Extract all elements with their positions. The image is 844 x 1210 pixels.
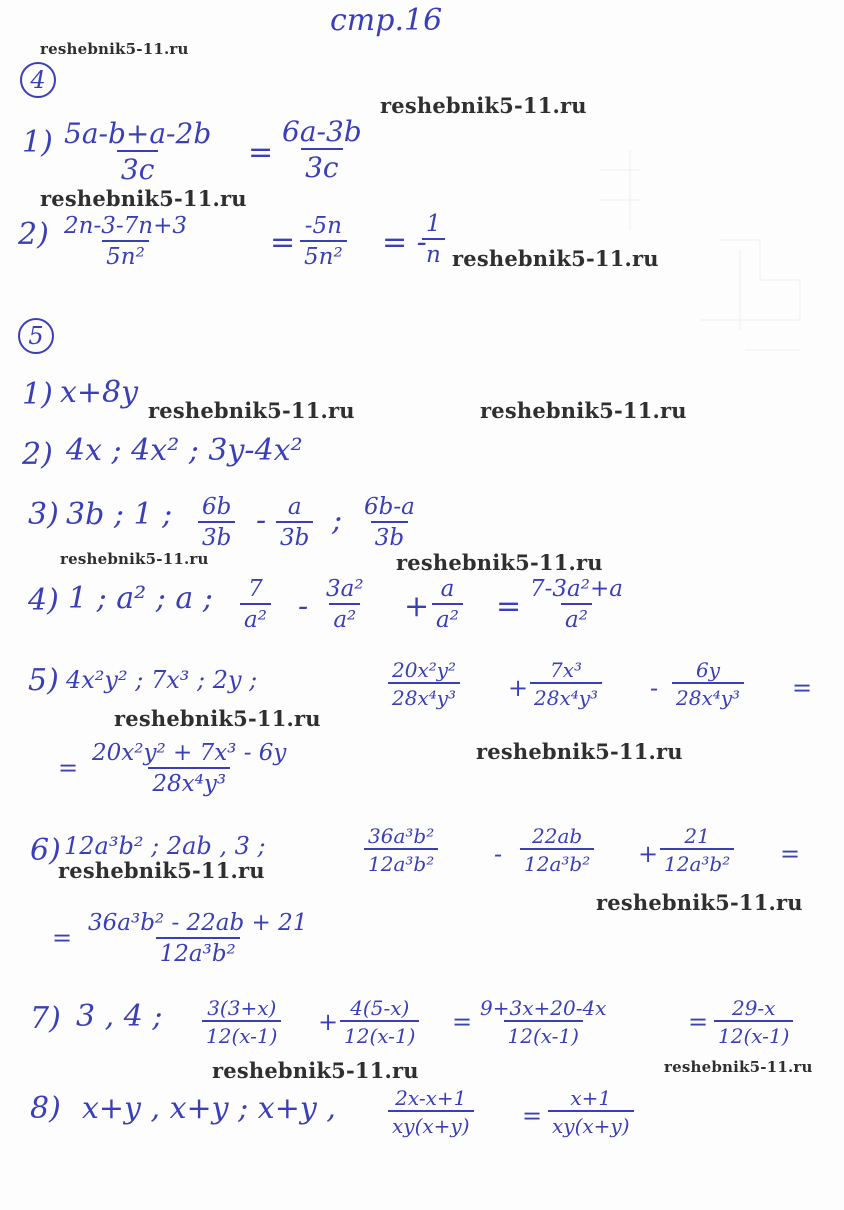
fraction-numerator: 36a³b² bbox=[368, 824, 435, 848]
fraction-denominator: 28x⁴y³ bbox=[148, 767, 230, 796]
equals-sign: = bbox=[780, 840, 801, 868]
task5-l7-frac3 bbox=[476, 998, 610, 1046]
fraction-numerator: 7x³ bbox=[550, 658, 583, 682]
task5-l5-text: 4x²y² ; 7x³ ; 2y ; bbox=[66, 666, 258, 694]
fraction-denominator: 5n² bbox=[102, 240, 149, 269]
task5-l2-text: 4x ; 4x² ; 3y-4x² bbox=[66, 433, 303, 468]
fraction-denominator: 12a³b² bbox=[520, 848, 594, 874]
task5-l3-frac1 bbox=[198, 496, 235, 550]
fraction-numerator: 2x-x+1 bbox=[395, 1086, 467, 1110]
task-5-number: 5 bbox=[18, 318, 54, 354]
watermark: reshebnik5-11.ru bbox=[58, 858, 265, 883]
fraction-denominator: 12(x-1) bbox=[202, 1020, 281, 1046]
fraction-numerator: 4(5-x) bbox=[350, 996, 410, 1020]
fraction-numerator: 20x²y² bbox=[392, 658, 457, 682]
minus-sign: - bbox=[256, 503, 267, 538]
task5-l6-frac3 bbox=[660, 826, 734, 874]
task5-l8-label: 8) bbox=[30, 1091, 61, 1126]
fraction-denominator: 28x⁴y³ bbox=[530, 682, 602, 708]
watermark: reshebnik5-11.ru bbox=[60, 550, 209, 568]
task4-item1-result bbox=[278, 115, 366, 184]
task5-l5-result bbox=[88, 742, 290, 796]
task5-l5-frac2 bbox=[530, 660, 602, 708]
task-4-number: 4 bbox=[20, 62, 56, 98]
task5-l4-result bbox=[526, 578, 627, 632]
fraction-denominator: 12a³b² bbox=[156, 937, 240, 966]
task4-item2-fraction bbox=[60, 215, 191, 269]
task5-l4-frac1 bbox=[240, 578, 271, 632]
equals-sign: = bbox=[522, 1102, 543, 1130]
watermark: reshebnik5-11.ru bbox=[480, 398, 687, 423]
fraction-denominator: n bbox=[422, 238, 445, 267]
fraction-numerator: a bbox=[287, 494, 302, 520]
task5-l3-result bbox=[360, 496, 419, 550]
fraction-denominator: 28x⁴y³ bbox=[388, 682, 460, 708]
fraction-numerator: 6a-3b bbox=[282, 115, 362, 148]
task5-l3-text: 3b ; 1 ; bbox=[66, 497, 173, 532]
equals-minus: = - bbox=[382, 225, 427, 260]
fraction-numerator: 7 bbox=[248, 576, 263, 602]
fraction-numerator: 2n-3-7n+3 bbox=[64, 213, 187, 239]
fraction-denominator: 3b bbox=[198, 521, 235, 550]
fraction-denominator: 12(x-1) bbox=[714, 1020, 793, 1046]
plus-sign: + bbox=[508, 674, 529, 702]
watermark: reshebnik5-11.ru bbox=[212, 1058, 419, 1083]
fraction-denominator: a² bbox=[329, 603, 360, 632]
fraction-numerator: 6b-a bbox=[364, 494, 415, 520]
task5-l3-label: 3) bbox=[28, 497, 59, 532]
fraction-denominator: 12(x-1) bbox=[340, 1020, 419, 1046]
watermark: reshebnik5-11.ru bbox=[396, 550, 603, 575]
fraction-denominator: xy(x+y) bbox=[548, 1110, 634, 1136]
plus-sign: + bbox=[404, 589, 430, 624]
task5-l7-frac1 bbox=[202, 998, 281, 1046]
page-label: стр.16 bbox=[330, 3, 443, 38]
task4-item2-middle bbox=[300, 215, 347, 269]
task5-l6-label: 6) bbox=[30, 833, 61, 868]
separator: ; bbox=[332, 503, 343, 538]
task5-l8-text: x+y , x+y ; x+y , bbox=[82, 1091, 336, 1126]
plus-sign: + bbox=[638, 840, 659, 868]
fraction-denominator: 3c bbox=[117, 150, 159, 184]
fraction-numerator: 6b bbox=[202, 494, 232, 520]
fraction-numerator: 20x²y² + 7x³ - 6y bbox=[92, 740, 287, 766]
fraction-numerator: 36a³b² - 22ab + 21 bbox=[88, 910, 308, 936]
task5-l4-frac3 bbox=[432, 578, 463, 632]
fraction-numerator: 7-3a²+a bbox=[530, 576, 623, 602]
fraction-numerator: -5n bbox=[304, 213, 342, 239]
task5-l5-frac1 bbox=[388, 660, 460, 708]
task5-l5-frac3 bbox=[672, 660, 744, 708]
equals-sign: = bbox=[52, 924, 73, 952]
equals-sign: = bbox=[688, 1008, 709, 1036]
task5-l8-result bbox=[548, 1088, 634, 1136]
equals-sign: = bbox=[58, 754, 79, 782]
task5-l7-frac2 bbox=[340, 998, 419, 1046]
plus-sign: + bbox=[318, 1008, 339, 1036]
fraction-denominator: 28x⁴y³ bbox=[672, 682, 744, 708]
task4-item1-label: 1) bbox=[22, 125, 53, 160]
equals-sign: = bbox=[452, 1008, 473, 1036]
task5-l5-label: 5) bbox=[28, 663, 59, 698]
fraction-numerator: 1 bbox=[426, 211, 441, 237]
fraction-denominator: 3b bbox=[371, 521, 408, 550]
fraction-numerator: 22ab bbox=[532, 824, 583, 848]
minus-sign: - bbox=[494, 840, 503, 868]
task4-item1-fraction bbox=[60, 117, 215, 186]
watermark: reshebnik5-11.ru bbox=[40, 40, 189, 58]
task5-l2-label: 2) bbox=[22, 437, 53, 472]
minus-sign: - bbox=[650, 674, 659, 702]
task5-l7-label: 7) bbox=[30, 1001, 61, 1036]
task5-l3-frac2 bbox=[276, 496, 313, 550]
fraction-numerator: 3(3+x) bbox=[207, 996, 277, 1020]
fraction-denominator: 12a³b² bbox=[660, 848, 734, 874]
equals-sign: = bbox=[248, 135, 274, 170]
watermark: reshebnik5-11.ru bbox=[476, 739, 683, 764]
watermark: reshebnik5-11.ru bbox=[380, 93, 587, 118]
task5-l1-label: 1) bbox=[22, 377, 53, 412]
task5-l8-frac1 bbox=[388, 1088, 474, 1136]
task5-l6-text: 12a³b² ; 2ab , 3 ; bbox=[64, 832, 266, 860]
fraction-numerator: 5a-b+a-2b bbox=[64, 117, 212, 150]
task5-l7-result bbox=[714, 998, 793, 1046]
watermark: reshebnik5-11.ru bbox=[114, 706, 321, 731]
watermark: reshebnik5-11.ru bbox=[664, 1058, 813, 1076]
fraction-numerator: 21 bbox=[684, 824, 710, 848]
task5-l6-frac1 bbox=[364, 826, 438, 874]
task5-l4-label: 4) bbox=[28, 583, 59, 618]
task5-l4-frac2 bbox=[322, 578, 368, 632]
task4-item2-label: 2) bbox=[18, 217, 49, 252]
fraction-denominator: a² bbox=[432, 603, 463, 632]
fraction-numerator: 6y bbox=[696, 658, 721, 682]
fraction-denominator: 12a³b² bbox=[364, 848, 438, 874]
fraction-denominator: xy(x+y) bbox=[388, 1110, 474, 1136]
task5-l7-text: 3 , 4 ; bbox=[76, 999, 163, 1034]
watermark: reshebnik5-11.ru bbox=[596, 890, 803, 915]
task4-item2-result bbox=[422, 213, 445, 267]
watermark: reshebnik5-11.ru bbox=[148, 398, 355, 423]
fraction-numerator: 29-x bbox=[731, 996, 776, 1020]
task5-l6-frac2 bbox=[520, 826, 594, 874]
task5-l6-result bbox=[84, 912, 311, 966]
fraction-denominator: 3c bbox=[301, 148, 343, 182]
fraction-denominator: a² bbox=[240, 603, 271, 632]
fraction-numerator: 9+3x+20-4x bbox=[480, 996, 607, 1020]
equals-sign: = bbox=[792, 674, 813, 702]
task5-l1-text: x+8y bbox=[60, 375, 139, 410]
fraction-numerator: a bbox=[440, 576, 455, 602]
watermark: reshebnik5-11.ru bbox=[40, 186, 247, 211]
watermark: reshebnik5-11.ru bbox=[452, 246, 659, 271]
fraction-denominator: 3b bbox=[276, 521, 313, 550]
equals-sign: = bbox=[496, 589, 522, 624]
fraction-numerator: x+1 bbox=[570, 1086, 612, 1110]
task5-l4-text: 1 ; a² ; a ; bbox=[68, 581, 213, 616]
minus-sign: - bbox=[298, 589, 309, 624]
fraction-denominator: 12(x-1) bbox=[504, 1020, 583, 1046]
fraction-denominator: 5n² bbox=[300, 240, 347, 269]
fraction-numerator: 3a² bbox=[326, 576, 364, 602]
fraction-denominator: a² bbox=[561, 603, 592, 632]
equals-sign: = bbox=[270, 225, 296, 260]
